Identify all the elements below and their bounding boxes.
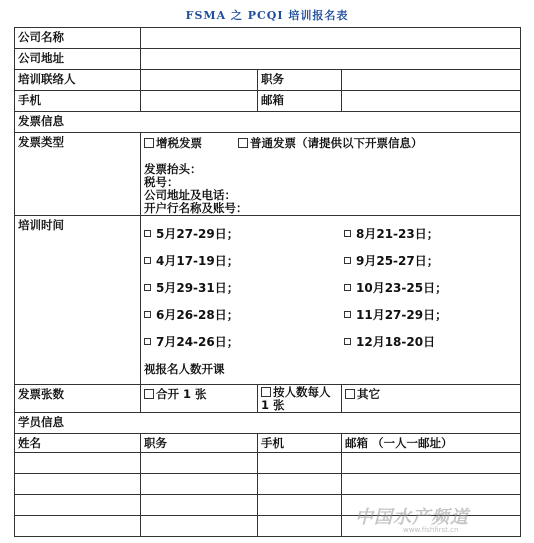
- training-slot-option[interactable]: 9月25-27日；: [344, 252, 504, 271]
- training-slot-option[interactable]: 12月18-20日: [344, 333, 504, 352]
- invoice-count-option-per-person[interactable]: 按人数每人 1 张: [258, 385, 342, 413]
- checkbox-icon: [261, 387, 271, 397]
- trainee-header-name: 姓名: [15, 434, 141, 453]
- checkbox-icon: [144, 389, 154, 399]
- trainee-header-email: 邮箱 （一人一邮址）: [342, 434, 521, 453]
- training-note: 视报名人数开课: [144, 362, 225, 376]
- invoice-count-option-other[interactable]: 其它: [342, 385, 521, 413]
- position-field[interactable]: [342, 70, 521, 91]
- invoice-option-vat[interactable]: [144, 134, 202, 152]
- invoice-fields: [144, 152, 517, 215]
- label-training-time: 培训时间: [15, 216, 141, 385]
- trainee-cell[interactable]: [342, 516, 521, 537]
- trainee-header-mobile: 手机: [258, 434, 342, 453]
- checkbox-icon: [144, 230, 151, 237]
- table-row: [15, 474, 521, 495]
- form-title: FSMA 之 PCQI 培训报名表: [185, 9, 349, 22]
- trainee-cell[interactable]: [258, 453, 342, 474]
- invoice-option-regular-label: 普通发票（请提供以下开票信息）: [250, 136, 423, 150]
- trainee-cell[interactable]: [258, 516, 342, 537]
- training-slot-option[interactable]: 5月27-29日；: [144, 225, 344, 244]
- checkbox-icon: [344, 230, 351, 237]
- address-phone-field[interactable]: 公司地址及电话：: [144, 188, 236, 202]
- trainee-cell[interactable]: [15, 474, 141, 495]
- trainee-cell[interactable]: [342, 474, 521, 495]
- training-slot-grid: [144, 216, 517, 352]
- label-invoice-type: 发票类型: [15, 133, 141, 216]
- invoice-count-option-combined[interactable]: 合开 1 张: [141, 385, 258, 413]
- registration-table: [14, 27, 521, 537]
- trainee-cell[interactable]: [342, 453, 521, 474]
- training-slot-option[interactable]: 7月24-26日；: [144, 333, 344, 352]
- mobile-field[interactable]: [141, 91, 258, 112]
- checkbox-icon: [344, 338, 351, 345]
- checkbox-icon: [144, 284, 151, 291]
- trainee-cell[interactable]: [15, 495, 141, 516]
- checkbox-icon: [344, 311, 351, 318]
- training-slot-option[interactable]: 4月17-19日；: [144, 252, 344, 271]
- trainee-cell[interactable]: [141, 474, 258, 495]
- section-trainee-info: 学员信息: [15, 413, 521, 434]
- trainee-header-position: 职务: [141, 434, 258, 453]
- checkbox-icon: [144, 311, 151, 318]
- label-email: 邮箱: [258, 91, 342, 112]
- trainee-cell[interactable]: [342, 495, 521, 516]
- checkbox-icon: [344, 257, 351, 264]
- checkbox-icon: [344, 284, 351, 291]
- label-training-contact: 培训联络人: [15, 70, 141, 91]
- section-invoice-info: 发票信息: [15, 112, 521, 133]
- trainee-cell[interactable]: [15, 516, 141, 537]
- watermark-text: 中国水产频道: [355, 507, 469, 528]
- invoice-title-field[interactable]: 发票抬头：: [144, 162, 202, 176]
- table-row: [15, 516, 521, 537]
- invoice-option-regular[interactable]: [238, 134, 423, 152]
- training-time-cell: [141, 216, 521, 385]
- registration-form-sheet: [14, 5, 520, 537]
- checkbox-icon: [144, 138, 154, 148]
- label-company-name: 公司名称: [15, 28, 141, 49]
- label-position: 职务: [258, 70, 342, 91]
- invoice-type-cell: [141, 133, 521, 216]
- watermark-url: www.fishfirst.cn: [403, 526, 459, 534]
- checkbox-icon: [238, 138, 248, 148]
- trainee-cell[interactable]: [15, 453, 141, 474]
- checkbox-icon: [144, 338, 151, 345]
- checkbox-icon: [144, 257, 151, 264]
- label-mobile: 手机: [15, 91, 141, 112]
- invoice-option-vat-label: 增税发票: [156, 136, 202, 150]
- table-row: [15, 453, 521, 474]
- training-slot-option[interactable]: 6月26-28日；: [144, 306, 344, 325]
- training-slot-option[interactable]: 11月27-29日；: [344, 306, 504, 325]
- table-row: [15, 495, 521, 516]
- tax-id-field[interactable]: 税号：: [144, 175, 179, 189]
- trainee-cell[interactable]: [258, 495, 342, 516]
- trainee-cell[interactable]: [141, 453, 258, 474]
- checkbox-icon: [345, 389, 355, 399]
- training-slot-option[interactable]: 5月29-31日；: [144, 279, 344, 298]
- label-invoice-count: 发票张数: [15, 385, 141, 413]
- bank-account-field[interactable]: 开户行名称及账号：: [144, 201, 248, 215]
- training-slot-option[interactable]: 10月23-25日；: [344, 279, 504, 298]
- company-name-field[interactable]: [141, 28, 521, 49]
- training-slot-option[interactable]: 8月21-23日；: [344, 225, 504, 244]
- trainee-cell[interactable]: [141, 495, 258, 516]
- training-contact-field[interactable]: [141, 70, 258, 91]
- label-company-address: 公司地址: [15, 49, 141, 70]
- company-address-field[interactable]: [141, 49, 521, 70]
- email-field[interactable]: [342, 91, 521, 112]
- trainee-cell[interactable]: [258, 474, 342, 495]
- trainee-cell[interactable]: [141, 516, 258, 537]
